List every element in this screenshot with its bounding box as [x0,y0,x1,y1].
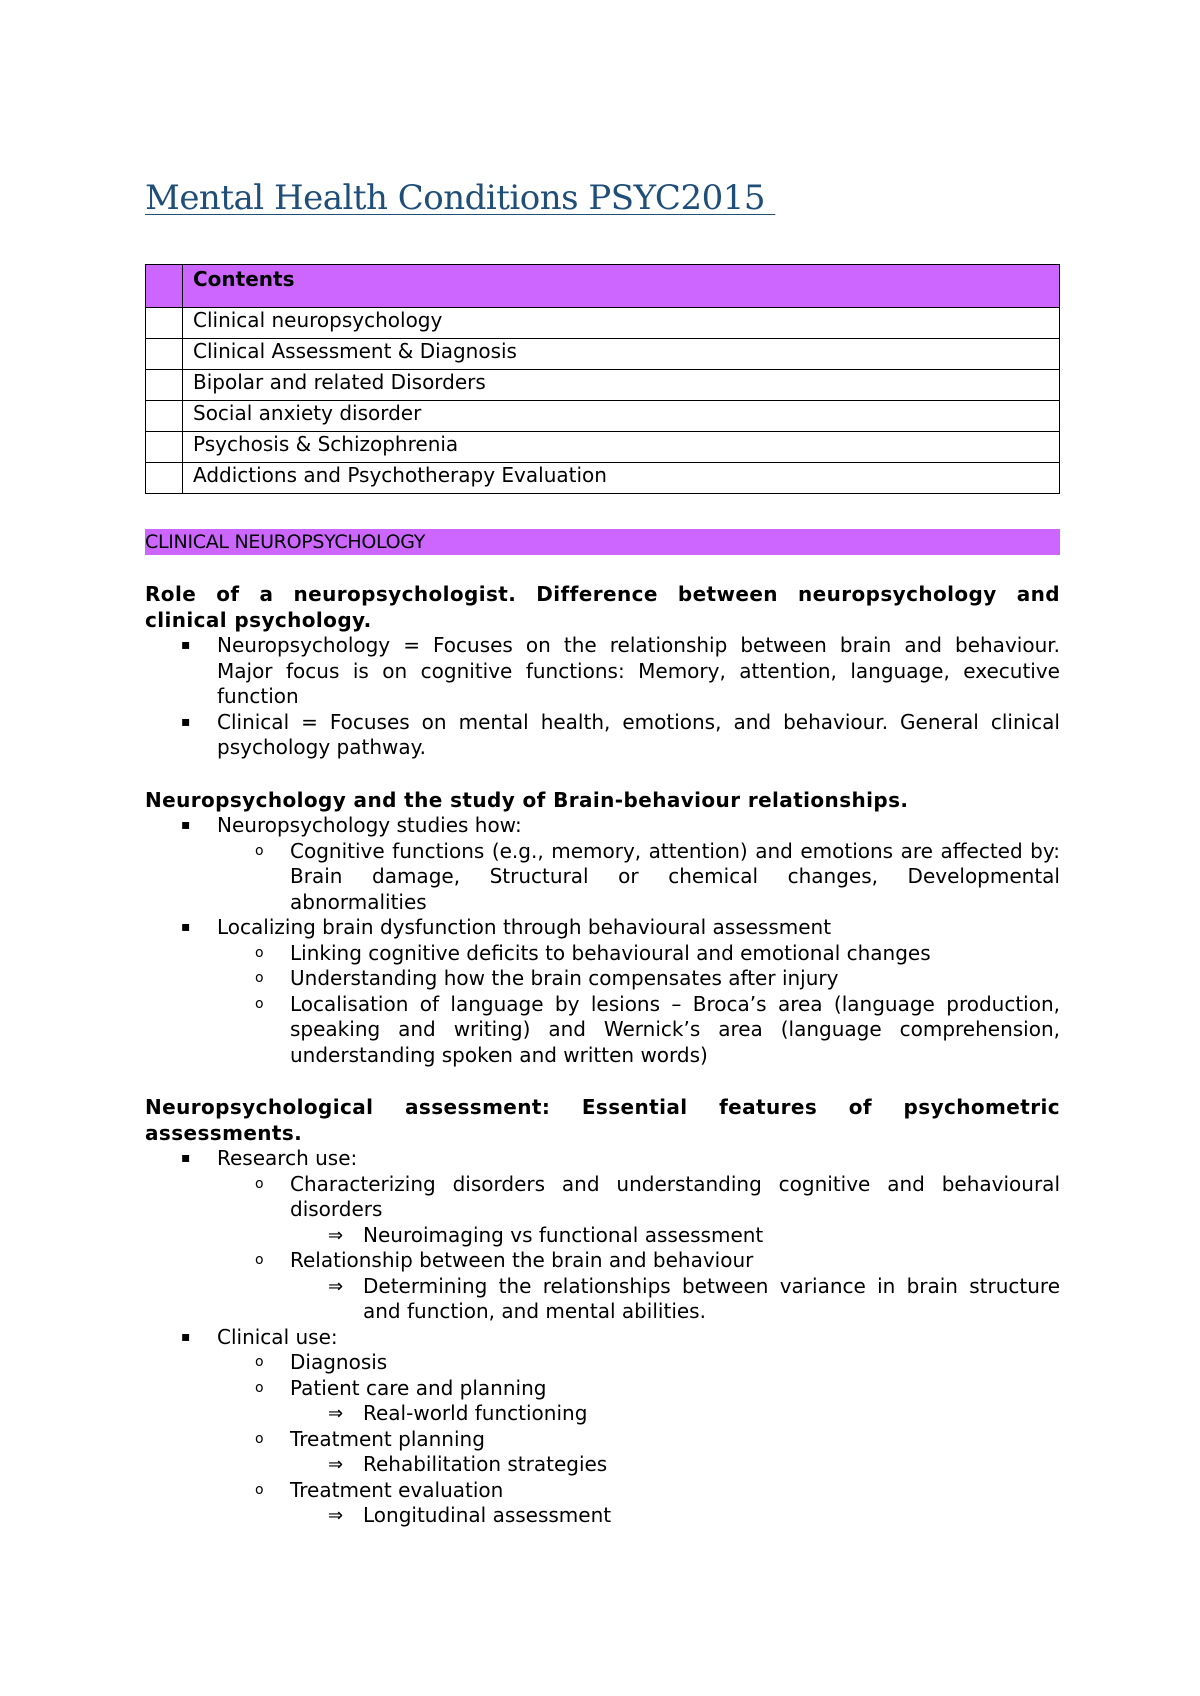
contents-item: Addictions and Psychotherapy Evaluation [183,463,1060,494]
bullet-text: Rehabilitation strategies [363,1452,608,1476]
contents-row [146,463,1060,494]
square-bullet-icon: ▪ [181,1150,191,1166]
contents-row [146,339,1060,370]
circle-bullet-icon: o [255,1430,264,1447]
circle-bullet-icon: o [255,1379,264,1396]
subsection-heading: Role of a neuropsychologist. Difference between neuropsychology and clinical psychology. [145,582,1060,632]
bullet-text: Linking cognitive deficits to behavioural and emotional changes [290,940,931,965]
bullet-text: Neuropsychology studies how: [217,813,522,837]
sub-bullet-item [145,966,1060,992]
bullet-text: Neuropsychology = Focuses on the relationship between brain and behaviour. Major focus is on cognitive functions: Memory, attention, language, executive function [217,633,1060,708]
contents-item: Bipolar and related Disorders [183,370,1060,401]
bullet-text: Understanding how the brain compensates after injury [290,966,839,990]
contents-table [145,264,1060,494]
square-bullet-icon: ▪ [181,1328,191,1345]
sub-bullet-item [145,1172,1060,1223]
contents-number-cell [146,401,183,432]
contents-item: Psychosis & Schizophrenia [183,432,1060,463]
sub-bullet-item [145,839,1060,916]
contents-number-cell [146,370,183,401]
contents-row [146,370,1060,401]
bullet-text: Localisation of language by lesions – Broca’s area (language production, speaking and writing) and Wernick’s area (language comprehension, understanding spoken and written words) [290,991,1060,1067]
bullet-text: Neuroimaging vs functional assessment [363,1222,764,1247]
square-bullet-icon: ▪ [181,817,191,833]
contents-row [146,401,1060,432]
contents-row [146,308,1060,339]
arrow-bullet-icon: ⇒ [328,1454,344,1475]
bullet-text: Diagnosis [290,1350,388,1374]
bullet-item [145,1325,1060,1351]
contents-number-cell [146,432,183,463]
sub-bullet-item [145,992,1060,1069]
arrow-bullet-item [145,1274,1060,1325]
contents-number-cell [146,308,183,339]
bullet-item [145,915,1060,941]
circle-bullet-icon: o [255,1354,264,1370]
bullet-text: Patient care and planning [290,1375,547,1400]
circle-bullet-icon: o [255,1252,264,1268]
arrow-bullet-item [145,1503,1060,1529]
contents-item: Clinical Assessment & Diagnosis [183,339,1060,370]
contents-item: Social anxiety disorder [183,401,1060,432]
bullet-text: Longitudinal assessment [363,1503,612,1527]
section-content [145,582,1060,1529]
contents-header: Contents [183,265,1060,308]
bullet-text: Cognitive functions (e.g., memory, attention) and emotions are affected by: Brain damage, Structural or chemical changes, Developmental abnormalities [290,838,1060,914]
bullet-text: Characterizing disorders and understanding cognitive and behavioural disorders [290,1171,1060,1221]
sub-bullet-item [145,1376,1060,1402]
bullet-text: Treatment planning [290,1426,485,1451]
sub-bullet-item [145,1478,1060,1504]
sub-bullet-item [145,941,1060,967]
contents-number-cell [146,463,183,494]
arrow-bullet-icon: ⇒ [328,1224,344,1246]
circle-bullet-icon: o [255,1481,264,1498]
contents-header-row [146,265,1060,308]
bullet-text: Determining the relationships between variance in brain structure and function, and mental abilities. [363,1273,1060,1323]
document-title: Mental Health Conditions PSYC2015 [145,178,776,218]
bullet-item [145,633,1060,710]
circle-bullet-icon: o [255,995,264,1012]
contents-item: Clinical neuropsychology [183,308,1060,339]
bullet-text: Research use: [217,1146,358,1170]
arrow-bullet-item [145,1223,1060,1249]
arrow-bullet-icon: ⇒ [328,1505,344,1526]
arrow-bullet-icon: ⇒ [328,1403,344,1424]
circle-bullet-icon: o [255,842,264,859]
circle-bullet-icon: o [255,944,264,961]
subsection-heading: Neuropsychological assessment: Essential features of psychometric assessments. [145,1095,1060,1145]
square-bullet-icon: ▪ [181,713,191,730]
sub-bullet-item [145,1248,1060,1274]
contents-row [146,432,1060,463]
section-heading-bar: CLINICAL NEUROPSYCHOLOGY [145,529,1060,555]
subsection-heading: Neuropsychology and the study of Brain-behaviour relationships. [145,787,909,812]
bullet-item [145,710,1060,761]
bullet-text: Clinical use: [217,1324,338,1349]
arrow-bullet-icon: ⇒ [328,1275,344,1297]
arrow-bullet-item [145,1452,1060,1478]
square-bullet-icon: ▪ [181,637,191,653]
bullet-text: Relationship between the brain and behaviour [290,1248,754,1272]
bullet-text: Localizing brain dysfunction through behavioural assessment [217,915,832,939]
bullet-text: Treatment evaluation [290,1477,504,1502]
bullet-text: Real-world functioning [363,1401,588,1425]
circle-bullet-icon: o [255,1175,264,1192]
circle-bullet-icon: o [255,970,264,986]
bullet-text: Clinical = Focuses on mental health, emotions, and behaviour. General clinical psychology pathway. [217,709,1060,759]
sub-bullet-item [145,1427,1060,1453]
contents-number-cell [146,339,183,370]
sub-bullet-item [145,1350,1060,1376]
square-bullet-icon: ▪ [181,919,191,935]
contents-number-cell [146,265,183,308]
bullet-item [145,1146,1060,1172]
bullet-item [145,813,1060,839]
arrow-bullet-item [145,1401,1060,1427]
